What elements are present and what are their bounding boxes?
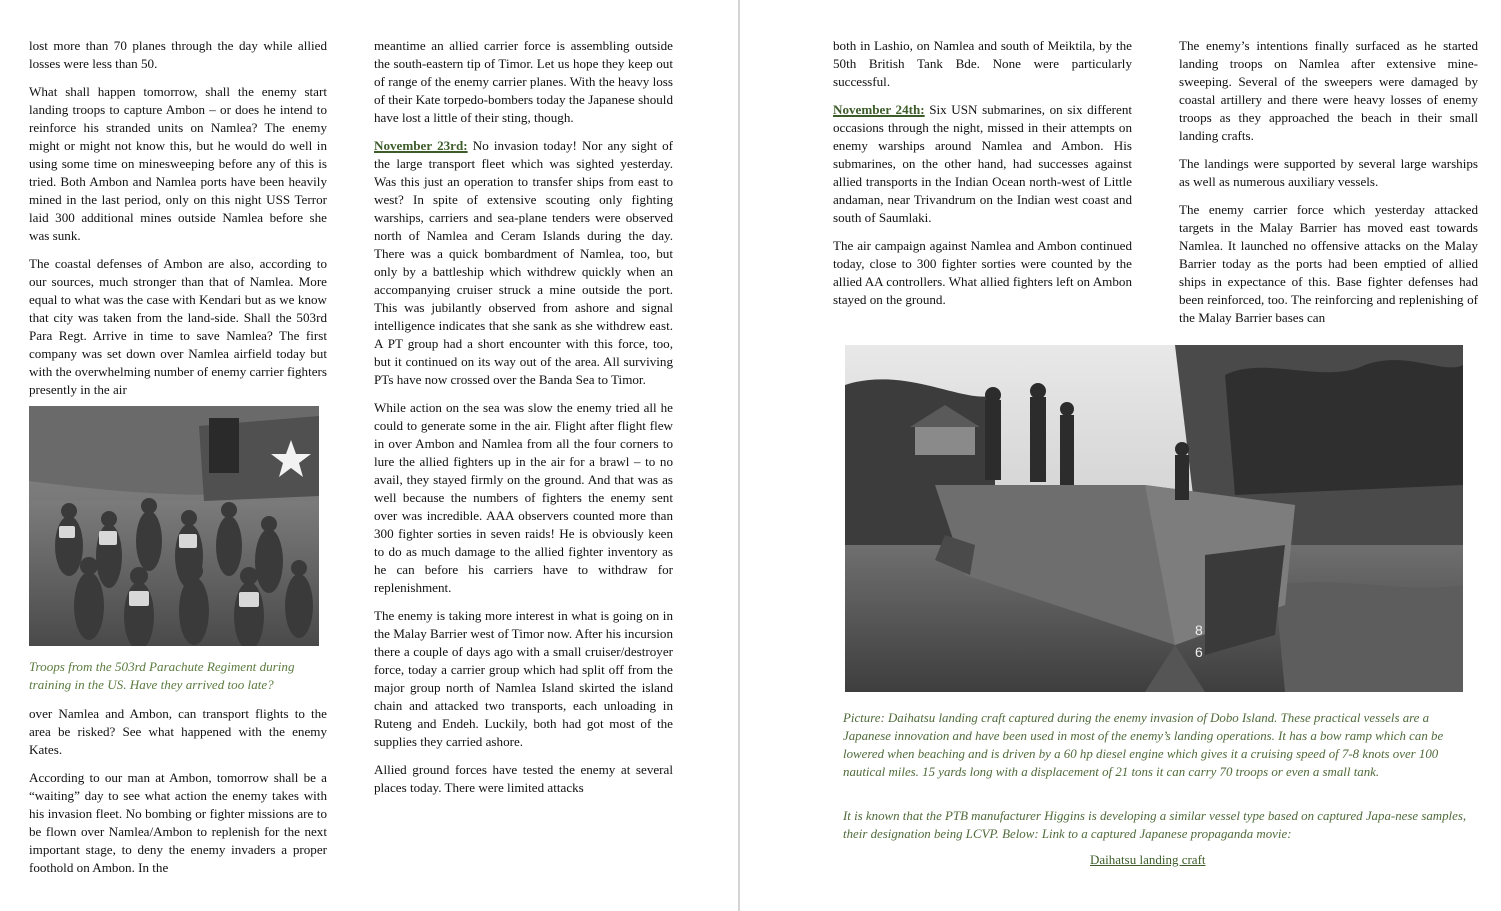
paragraph: both in Lashio, on Namlea and south of Meiktila, by the 50th British Tank Bde. None were particularly successful. [833, 38, 1132, 89]
paragraph: over Namlea and Ambon, can transport flights to the area be risked? See what happened with the enemy Kates. [29, 706, 327, 757]
svg-text:6: 6 [1195, 644, 1203, 660]
higgins-note: It is known that the PTB manufacturer Higgins is developing a similar vessel type based on captured Japa-nese samples, their designation being LCVP. Below: Link to a captured Japanese propaganda movie: [843, 809, 1467, 841]
svg-text:8: 8 [1195, 622, 1203, 638]
paragraph: What shall happen tomorrow, shall the enemy start landing troops to capture Ambon – or does he intend to reinforce his stranded units on Namlea? The enemy might or might not know this, but he would do well in using some time on minesweeping before any of this is tried. Both Ambon and Namlea ports have been heavily mined in the last period, only on this night USS Terror laid 300 additional mines outside Namlea before she was sunk. [29, 84, 327, 243]
paragraph: The enemy’s intentions finally surfaced as he started landing troops on Namlea after extensive mine-sweeping. Several of the sweepers were damaged by coastal artillery and there were heavy losses of enemy troops as they approached the beach in their small landing crafts. [1179, 38, 1478, 143]
paragraph-text: No invasion today! Nor any sight of the large transport fleet which was sighted yesterday. Was this just an operation to transfer ships from east to west? In spite of extensive scouting only fighting warships, carriers and sea-plane tenders were observed north of Namlea and Ceram Islands during the day. There was a quick bombardment of Namlea, too, but only by a battleship which withdrew quickly when an accompanying cruiser struck a mine outside the port. This was jubilantly observed from ashore and signal intelligence indicates that she sank as she withdrew east. A PT group had a short encounter with this force, too, but it continued on its way out of the area. All surviving PTs have now crossed over the Banda Sea to Timor. [374, 138, 674, 387]
paragraph [833, 101, 1132, 227]
paratroopers-caption: Troops from the 503rd Parachute Regiment during training in the US. Have they arrived too late? [29, 659, 295, 692]
landing-craft-photo [845, 345, 1463, 692]
landing-craft-caption: Picture: Daihatsu landing craft captured during the enemy invasion of Dobo Island. These practical vessels are a Japanese innovation and have been used in most of the enemy’s landing operations. It has a bow ramp which can be lowered when beaching and is driven by a 60 hp diesel engine which gives it a cruising speed of 7-8 knots over 100 nautical miles. 15 yards long with a displacement of 21 tons it can carry 70 troops or even a small tank. [843, 711, 1444, 779]
paragraph: lost more than 70 planes through the day while allied losses were less than 50. [29, 38, 327, 71]
paratroopers-photo [29, 406, 319, 646]
paragraph: The landings were supported by several large warships as well as numerous auxiliary vessels. [1179, 156, 1478, 189]
date-heading: November 24th: [833, 102, 925, 117]
paragraph-text: Six USN submarines, on six different occasions through the night, missed in their attempts on enemy warships around Namlea and Ambon. His submarines, on the other hand, had successes against allied transports in the Indian Ocean north-west of Little andaman, near Trivandrum on the Indian west coast and south of Saumlaki. [833, 102, 1133, 225]
date-heading: November 23rd: [374, 138, 468, 153]
right-column-2 [1179, 37, 1478, 337]
paragraph [374, 137, 673, 389]
left-column-2 [374, 37, 673, 807]
paragraph: The coastal defenses of Ambon are also, according to our sources, much stronger than that of Namlea. More equal to what was the case with Kendari but as we know that city was taken from the land-side. Shall the 503rd Para Regt. Arrive in time to save Namlea? The first company was set down over Namlea airfield today but with the overwhelming number of enemy carrier fighters presently in the air [29, 256, 327, 397]
left-column-1-lower [29, 705, 327, 887]
right-column-1 [833, 37, 1132, 319]
left-column-1 [29, 37, 327, 399]
daihatsu-movie-link[interactable]: Daihatsu landing craft [1090, 852, 1206, 867]
paragraph: According to our man at Ambon, tomorrow shall be a “waiting” day to see what action the enemy takes with his invasion fleet. No bombing or fighter missions are to be flown over Namlea/Ambon to replenish for the next important stage, to deny the enemy invaders a proper foothold on Ambon. In the [29, 770, 327, 875]
paragraph: Allied ground forces have tested the enemy at several places today. There were limited attacks [374, 762, 673, 795]
paragraph: The enemy carrier force which yesterday attacked targets in the Malay Barrier has moved east towards Namlea. It launched no offensive attacks on the Malay Barrier today as the ports had been emptied of allied ships in expectance of this. Base fighter defenses had been reinforced, too. The reinforcing and replenishing of the Malay Barrier bases can [1179, 202, 1478, 325]
paragraph: The enemy is taking more interest in what is going on in the Malay Barrier west of Timor now. After his incursion there a couple of days ago with a small cruiser/destroyer force, today a carrier group which had split off from the major group north of Namlea Island skirted the island chain and attacked two transports, each unloading in Ruteng and Endeh. Luckily, both had got most of the supplies they carried ashore. [374, 608, 673, 749]
paragraph: meantime an allied carrier force is assembling outside the south-eastern tip of Timor. Let us hope they keep out of range of the enemy carrier planes. With the heavy loss of their Kate torpedo-bombers today the Japanese should have lost a little of their sting, though. [374, 38, 673, 125]
paragraph: The air campaign against Namlea and Ambon continued today, close to 300 fighter sorties were counted by the allied AA controllers. What allied fighters left on Ambon stayed on the ground. [833, 238, 1132, 307]
paragraph: While action on the sea was slow the enemy tried all he could to generate some in the air. Flight after flight flew in over Ambon and Namlea from all the four corners to lure the allied fighters up in the air for a brawl – to no avail, they stayed firmly on the ground. And that was as well because the numbers of fighters the enemy sent over was incredible. AAA observers counted more than 300 fighter sorties in seven raids! He is obviously keen to do as much damage to the allied fighter inventory as he can before his carriers have to withdraw for replenishment. [374, 400, 673, 595]
